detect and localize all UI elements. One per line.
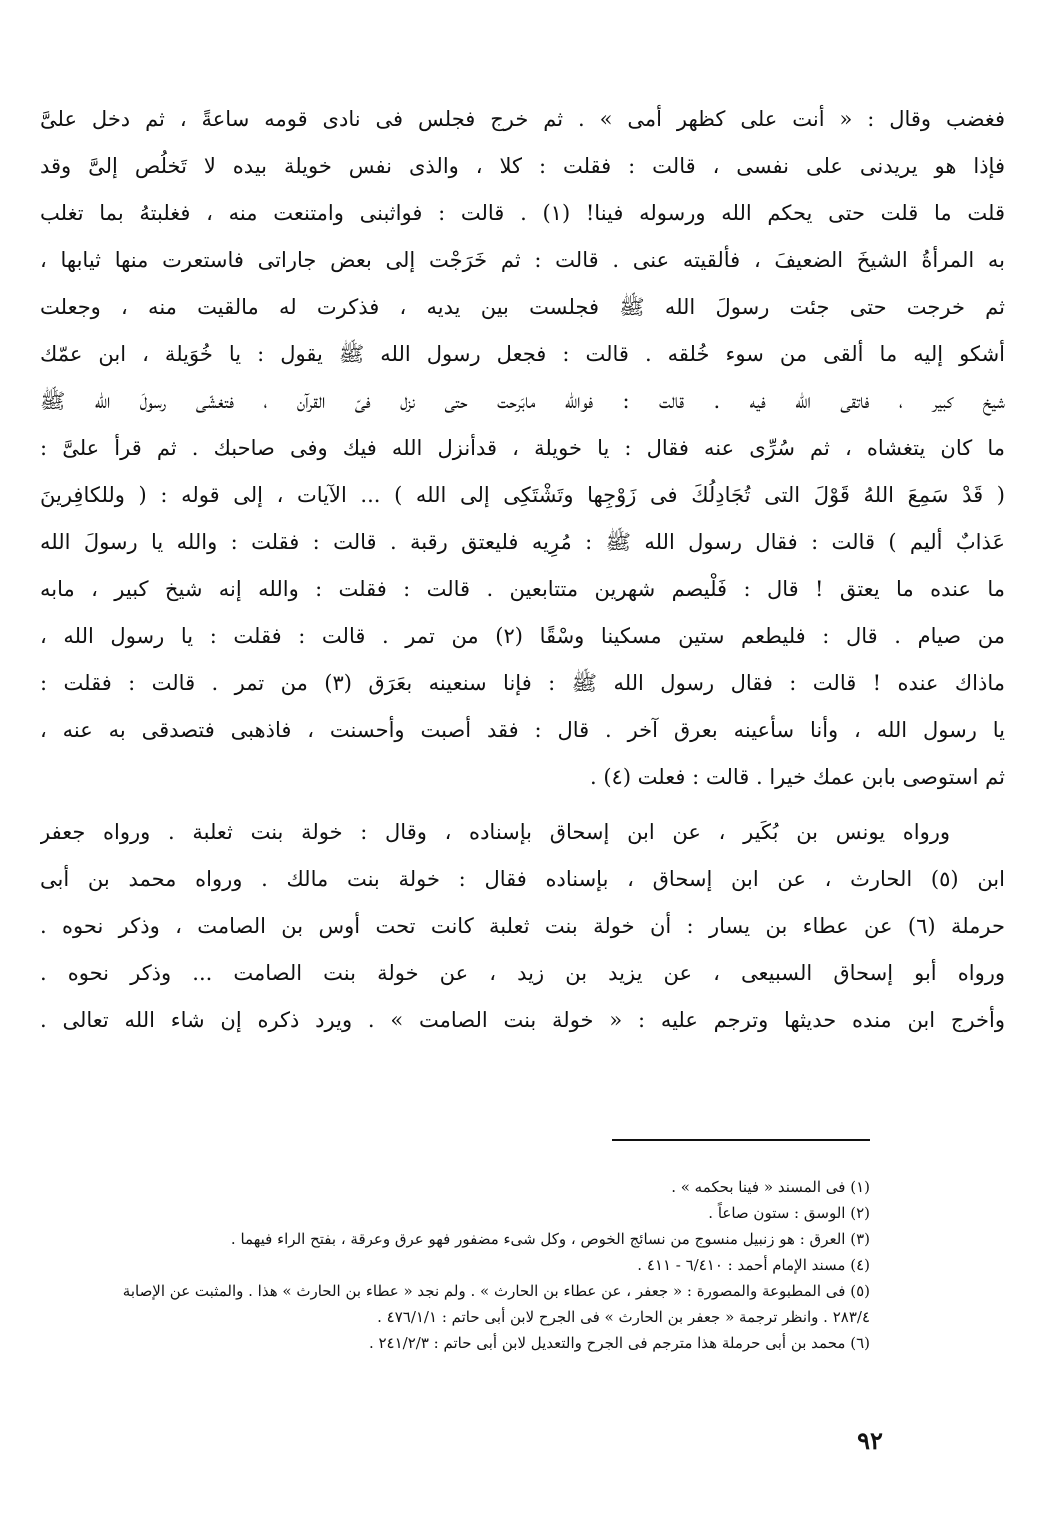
text-line: وأخرج ابن منده حديثها وترجم عليه : « خولة بنت الصامت » . ويرد ذكره إن شاء الله تعالى . [40, 1008, 1005, 1032]
page-number: ٩٢ [857, 1426, 883, 1455]
text-line: ثم خرجت حتى جئت رسولَ الله ﷺ فجلست بين يديه ، فذكرت له مالقيت منه ، وجعلت [40, 295, 1005, 319]
text-line: به المرأةُ الشيخَ الضعيفَ ، فألقيته عنى . قالت : ثم خَرَجْت إلى بعض جاراتى فاستعرت منها ثيابها ، [40, 248, 1005, 272]
text-line: عَذابٌ أليم ) قالت : فقال رسول الله ﷺ : مُرِيه فليعتق رقبة . قالت : فقلت : والله يا رسولَ الله [40, 530, 1005, 554]
footnote: (٤) مسند الإمام أحمد : ٦/٤١٠ - ٤١١ . [637, 1256, 870, 1274]
text-line: أشكو إليه ما ألقى من سوء خُلقه . قالت : فجعل رسول الله ﷺ يقول : يا خُوَيلة ، ابن عمّك [40, 342, 1005, 366]
text-line: ورواه أبو إسحاق السبيعى ، عن يزيد بن زيد ، عن خولة بنت الصامت ... وذكر نحوه . [40, 961, 1005, 985]
text-line: ما كان يتغشاه ، ثم سُرِّى عنه فقال : يا خويلة ، قدأنزل الله فيك وفى صاحبك . ثم قرأ علىَّ : [40, 436, 1005, 460]
main-text [40, 96, 1005, 1044]
text-line: ما عنده ما يعتق ! قال : فَلْيصم شهرين متتابعين . قالت : فقلت : والله إنه شيخ كبير ، مابه [40, 577, 1005, 601]
text-line: شيخ كبير ، فاتقى الله فيه . قالت : فوالله مابَرحت حتى نزل فىّ القرآن ، فتغشّى رسولَ الله ﷺ [40, 389, 1005, 413]
footnote: (١) فى المسند « فينا بحكمه » . [671, 1178, 870, 1196]
footnote: (٦) محمد بن أبى حرملة هذا مترجم فى الجرح والتعديل لابن أبى حاتم : ٢٤١/٢/٣ . [368, 1334, 870, 1352]
text-line: يا رسول الله ، وأنا سأعينه بعرق آخر . قال : فقد أصبت وأحسنت ، فاذهبى فتصدقى به عنه ، [40, 718, 1005, 742]
text-line: فغضب وقال : « أنت على كظهر أمى » . ثم خرج فجلس فى نادى قومه ساعةً ، ثم دخل علىَّ [40, 107, 1005, 131]
footnote: (٥) فى المطبوعة والمصورة : « جعفر ، عن عطاء بن الحارث » . ولم نجد « عطاء بن الحارث » هذا . والمثبت عن الإصابة [122, 1282, 870, 1300]
text-line: قلت ما قلت حتى يحكم الله ورسوله فينا! (١) . قالت : فواثبنى وامتنعت منه ، فغلبتهُ بما تغلب [40, 201, 1005, 225]
paragraph-2 [40, 809, 1005, 1044]
text-line: حرملة (٦) عن عطاء بن يسار : أن خولة بنت ثعلبة كانت تحت أوس بن الصامت ، وذكر نحوه . [40, 914, 1005, 938]
text-line: فإذا هو يريدنى على نفسى ، قالت : فقلت : كلا ، والذى نفس خويلة بيده لا تَخلُص إلىَّ وقد [40, 154, 1005, 178]
text-line: من صيام . قال : فليطعم ستين مسكينا وسْقًا (٢) من تمر . قالت : فقلت : يا رسول الله ، [40, 624, 1005, 648]
footnote-continuation: ٢٨٣/٤ . وانظر ترجمة « جعفر بن الحارث » فى الجرح لابن أبى حاتم : ٤٧٦/١/١ . [377, 1308, 870, 1326]
text-line: ثم استوصى بابن عمك خيرا . قالت : فعلت (٤) . [589, 765, 1005, 789]
text-line: ورواه يونس بن بُكَير ، عن ابن إسحاق بإسناده ، وقال : خولة بنت ثعلبة . ورواه جعفر [40, 820, 950, 844]
footnote: (٢) الوسق : ستون صاعاً . [708, 1204, 870, 1222]
text-line: ماذاك عنده ! قالت : فقال رسول الله ﷺ : فإنا سنعينه بعَرَق (٣) من تمر . قالت : فقلت : [40, 671, 1005, 695]
quran-verse-line: ( قَدْ سَمِعَ اللهُ قَوْلَ التى تُجَادِلُكَ فى زَوْجِها وتَشْتَكِى إلى الله ) ... الآيات ، إلى قوله : ( وللكافِرينَ [40, 483, 1005, 507]
footnotes [30, 1174, 870, 1356]
footnote-separator [612, 1139, 870, 1141]
footnote: (٣) العرق : هو زنبيل منسوج من نسائج الخوص ، وكل شىء مضفور فهو عرق وعرقة ، بفتح الراء فيهما . [230, 1230, 870, 1248]
paragraph-1 [40, 96, 1005, 801]
text-line: ابن (٥) الحارث ، عن ابن إسحاق ، بإسناده فقال : خولة بنت مالك . ورواه محمد بن أبى [40, 867, 1005, 891]
